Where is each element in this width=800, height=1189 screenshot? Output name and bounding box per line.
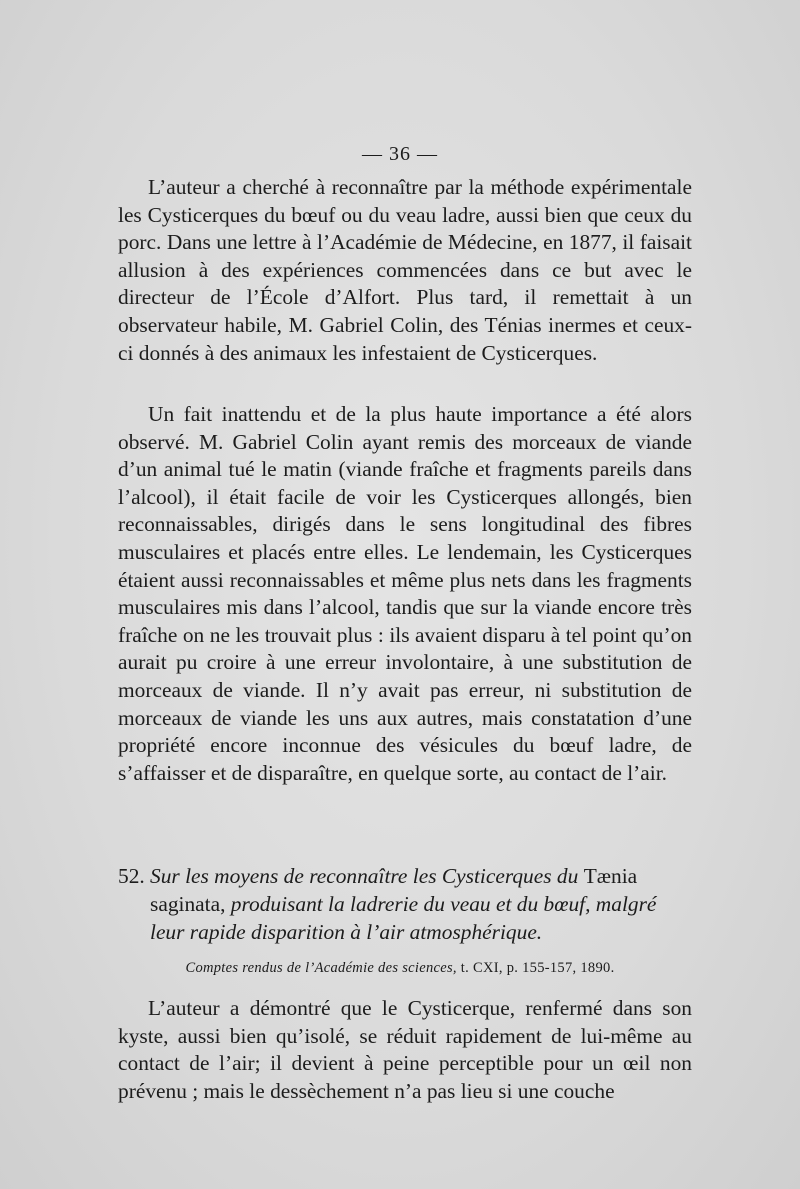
- section-title-part-1: Sur les moyens de reconnaître les Cysticerques du: [150, 864, 579, 888]
- section-title-line-1: [118, 862, 692, 890]
- reference-details: t. CXI, p. 155-157, 1890.: [460, 960, 615, 976]
- reference-journal: Comptes rendus de l’Académie des sciences,: [185, 960, 457, 976]
- section-number: 52.: [118, 864, 145, 888]
- section-title-species: saginata,: [150, 892, 226, 916]
- section-title-line-2: [118, 890, 692, 918]
- section-heading-52: [118, 862, 692, 946]
- section-title-part-3: leur rapide disparition à l’air atmosphérique.: [150, 920, 543, 944]
- paragraph-1: L’auteur a cherché à reconnaître par la méthode expérimentale les Cysticerques du bœuf ou du veau ladre, aussi bien que ceux du porc. Dans une lettre à l’Académie de Médecine, en 1877, il faisait allusion à des expériences commencées dans ce but avec le directeur de l’École d’Alfort. Plus tard, il remettait à un observateur habile, M. Gabriel Colin, des Ténias inermes et ceux-ci donnés à des animaux les infestaient de Cysticerques.: [118, 175, 692, 365]
- section-title-line-3: [118, 918, 692, 946]
- bibliographic-reference: [0, 960, 800, 977]
- paragraph-2: Un fait inattendu et de la plus haute importance a été alors observé. M. Gabriel Colin ayant remis des morceaux de viande d’un animal tué le matin (viande fraîche et fragments pareils dans l’alcool), il était facile de voir les Cysticerques allongés, bien reconnaissables, dirigés dans le sens longitudinal des fibres musculaires et placés entre elles. Le lendemain, les Cysticerques étaient aussi reconnaissables et même plus nets dans les fragments musculaires mis dans l’alcool, tandis que sur la viande encore très fraîche on ne les trouvait plus : ils avaient disparu à tel point qu’on aurait pu croire à une erreur involontaire, à une substitution de morceaux de viande. Il n’y avait pas erreur, ni substitution de morceaux de viande les uns aux autres, mais constatation d’une propriété encore inconnue des vésicules du bœuf ladre, de s’affaisser et de disparaître, en quelque sorte, au contact de l’air.: [118, 402, 692, 785]
- page-number: — 36 —: [362, 143, 438, 165]
- section-title-part-2: produisant la ladrerie du veau et du bœuf, malgré: [230, 892, 657, 916]
- paragraph-3: L’auteur a démontré que le Cysticerque, renfermé dans son kyste, aussi bien qu’isolé, se réduit rapidement de lui-même au contact de l’air; il devient à peine perceptible pour un œil non prévenu ; mais le dessèchement n’a pas lieu si une couche: [118, 996, 692, 1103]
- section-title-genus: Tænia: [583, 864, 638, 888]
